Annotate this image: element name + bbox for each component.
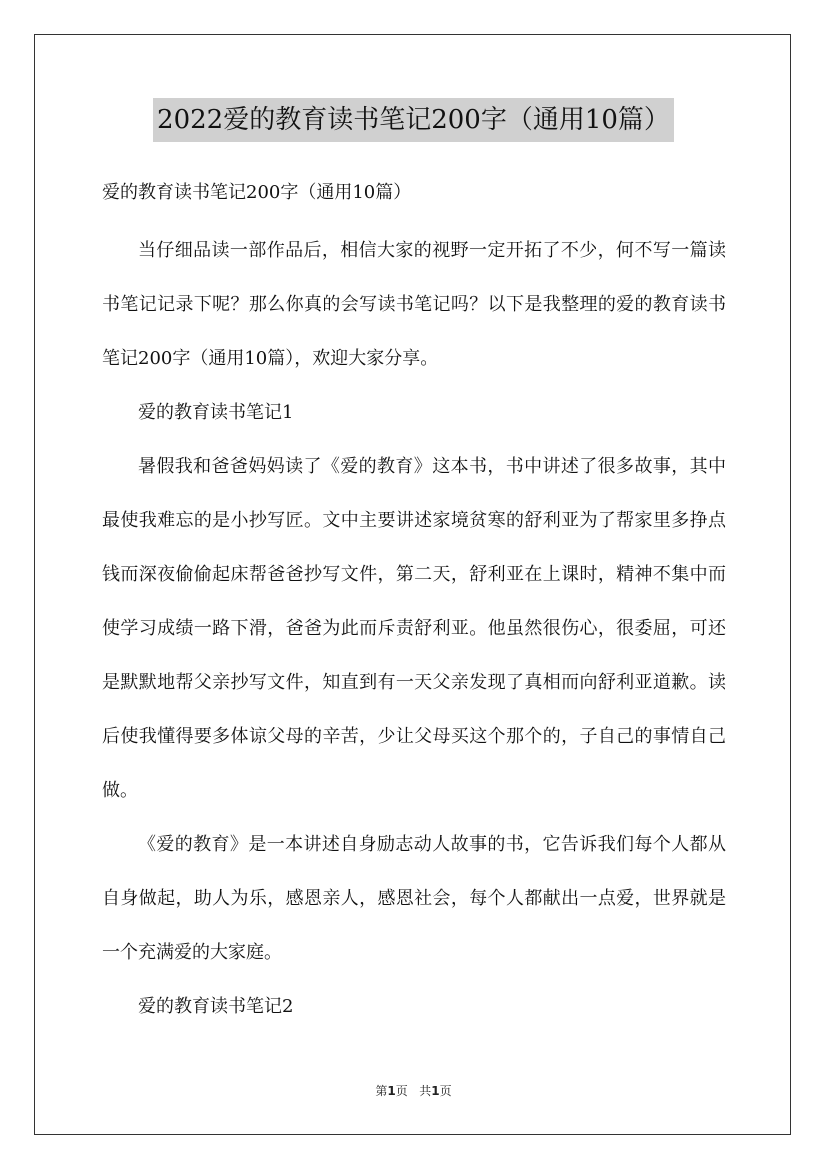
section-heading-2: 爱的教育读书笔记2	[138, 996, 294, 1017]
document-body	[102, 172, 726, 1034]
page-number: 1	[387, 1084, 396, 1098]
page-footer	[0, 1082, 827, 1099]
body-paragraph: 暑假我和爸爸妈妈读了《爱的教育》这本书，书中讲述了很多故事，其中最使我难忘的是小抄写匠。文中主要讲述家境贫寒的舒利亚为了帮家里多挣点钱而深夜偷偷起床帮爸爸抄写文件，第二天，舒利亚在上课时，精神不集中而使学习成绩一路下滑，爸爸为此而斥责舒利亚。他虽然很伤心，很委屈，可还是默默地帮父亲抄写文件，知直到有一天父亲发现了真相而向舒利亚道歉。读后使我懂得要多体谅父母的辛苦，少让父母买这个那个的，子自己的事情自己做。	[102, 456, 726, 801]
document-subtitle: 爱的教育读书笔记200字（通用10篇）	[102, 182, 412, 203]
total-pages: 1	[431, 1084, 440, 1098]
page-suffix: 页	[395, 1084, 408, 1098]
body-paragraph: 《爱的教育》是一本讲述自身励志动人故事的书，它告诉我们每个人都从自身做起，助人为乐，感恩亲人，感恩社会，每个人都献出一点爱，世界就是一个充满爱的大家庭。	[102, 834, 726, 963]
page-prefix: 第	[375, 1084, 388, 1098]
total-suffix: 页	[439, 1084, 452, 1098]
section-heading-1: 爱的教育读书笔记1	[138, 402, 294, 423]
total-prefix: 共	[419, 1084, 432, 1098]
title-container	[0, 98, 827, 142]
document-title: 2022爱的教育读书笔记200字（通用10篇）	[153, 98, 674, 142]
intro-paragraph: 当仔细品读一部作品后，相信大家的视野一定开拓了不少，何不写一篇读书笔记记录下呢？那么你真的会写读书笔记吗？以下是我整理的爱的教育读书笔记200字（通用10篇），欢迎大家分享。	[102, 240, 726, 369]
